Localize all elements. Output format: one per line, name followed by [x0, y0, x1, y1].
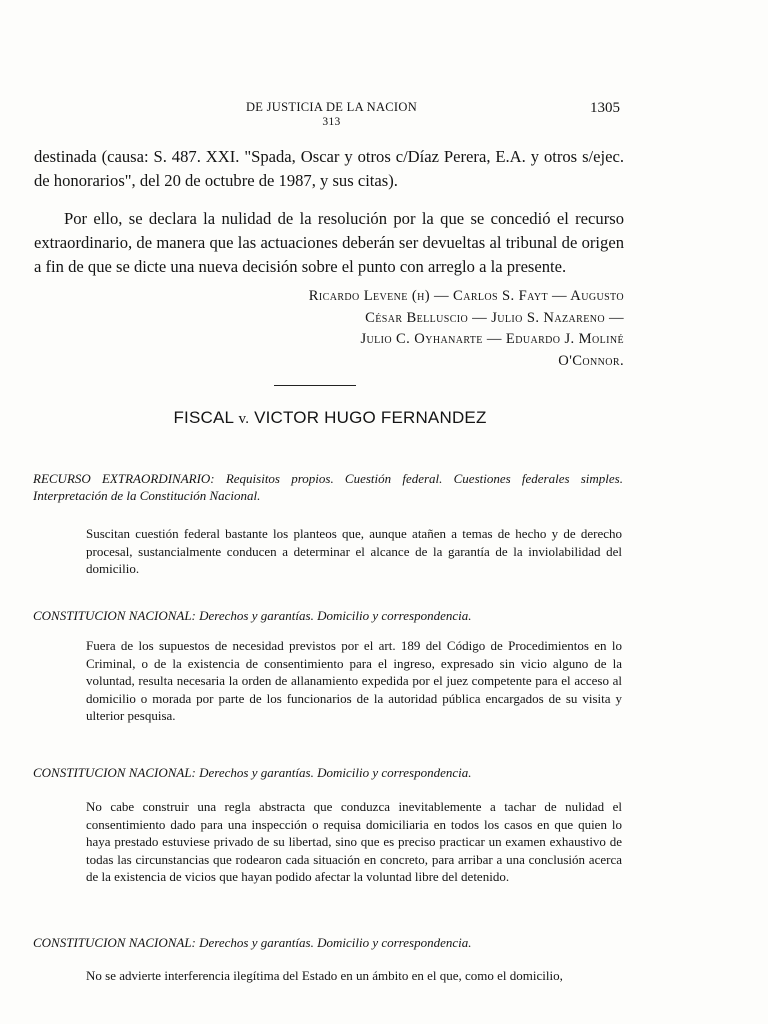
running-title-text: DE JUSTICIA DE LA NACION — [245, 100, 418, 114]
case-party-1: FISCAL — [173, 408, 234, 427]
signature-line: Ricardo Levene (h) — Carlos S. Fayt — Augusto — [308, 288, 624, 304]
page-number: 1305 — [590, 100, 620, 116]
headnote-topic: CONSTITUCION NACIONAL: Derechos y garantías. Domicilio y correspondencia. — [33, 608, 472, 623]
headnote-text: Fuera de los supuestos de necesidad previstos por el art. 189 del Código de Procedimientos en lo Criminal, o de la existencia de consentimiento para el ingreso, expresado sin vicio alguno de la voluntad, resulta necesaria la orden de allanamiento expedida por el juez competente para el acceso al domicilio o morada por parte de los funcionarios de la autoridad pública encargados de su visita y ulterior pesquisa. — [86, 638, 622, 723]
volume-number: 313 — [322, 116, 341, 128]
headnote-topic: CONSTITUCION NACIONAL: Derechos y garantías. Domicilio y correspondencia. — [33, 765, 472, 780]
paragraph-continuation: destinada (causa: S. 487. XXI. "Spada, Oscar y otros c/Díaz Perera, E.A. y otros s/ejec. de honorarios", del 20 de octubre de 1987, y sus citas). — [34, 147, 624, 190]
headnote-text: No cabe construir una regla abstracta que conduzca inevitablemente a tachar de nulidad el consentimiento dado para una inspección o requisa domiciliaria en todos los casos en que quien lo haya prestado estuviese privado de su libertad, sino que es preciso practicar un examen exhaustivo de todas las circunstancias que rodearon cada situación en concreto, para arribar a una conclusión acerca de la existencia de vicios que hayan podido afectar la voluntad libre del detenido. — [86, 799, 622, 884]
running-title — [244, 100, 419, 128]
paragraph-ruling: Por ello, se declara la nulidad de la resolución por la que se concedió el recurso extraordinario, de manera que las actuaciones deberán ser devueltas al tribunal de origen a fin de que se dicte una nueva decisión sobre el punto con arreglo a la presente. — [34, 209, 624, 276]
signature-line: César Belluscio — Julio S. Nazareno — — [365, 309, 624, 326]
headnote-topic: RECURSO EXTRAORDINARIO: Requisitos propios. Cuestión federal. Cuestiones federales simples. Interpretación de la Constitución Nacional. — [33, 471, 623, 503]
section-divider — [274, 385, 356, 386]
headnote-text: Suscitan cuestión federal bastante los planteos que, aunque atañen a temas de hecho y de derecho procesal, sustancialmente conducen a determinar el alcance de la garantía de la inviolabilidad del domicilio. — [86, 526, 622, 576]
case-versus: v. — [238, 411, 250, 427]
headnote-topic: CONSTITUCION NACIONAL: Derechos y garantías. Domicilio y correspondencia. — [33, 935, 472, 950]
case-party-2: VICTOR HUGO FERNANDEZ — [254, 408, 487, 427]
signature-line: O'Connor. — [558, 352, 624, 369]
headnote-text: No se advierte interferencia ilegítima del Estado en un ámbito en el que, como el domicilio, — [86, 968, 563, 983]
signature-line: Julio C. Oyhanarte — Eduardo J. Moliné — [360, 331, 624, 347]
case-title — [0, 408, 660, 428]
signature-block — [200, 286, 624, 372]
